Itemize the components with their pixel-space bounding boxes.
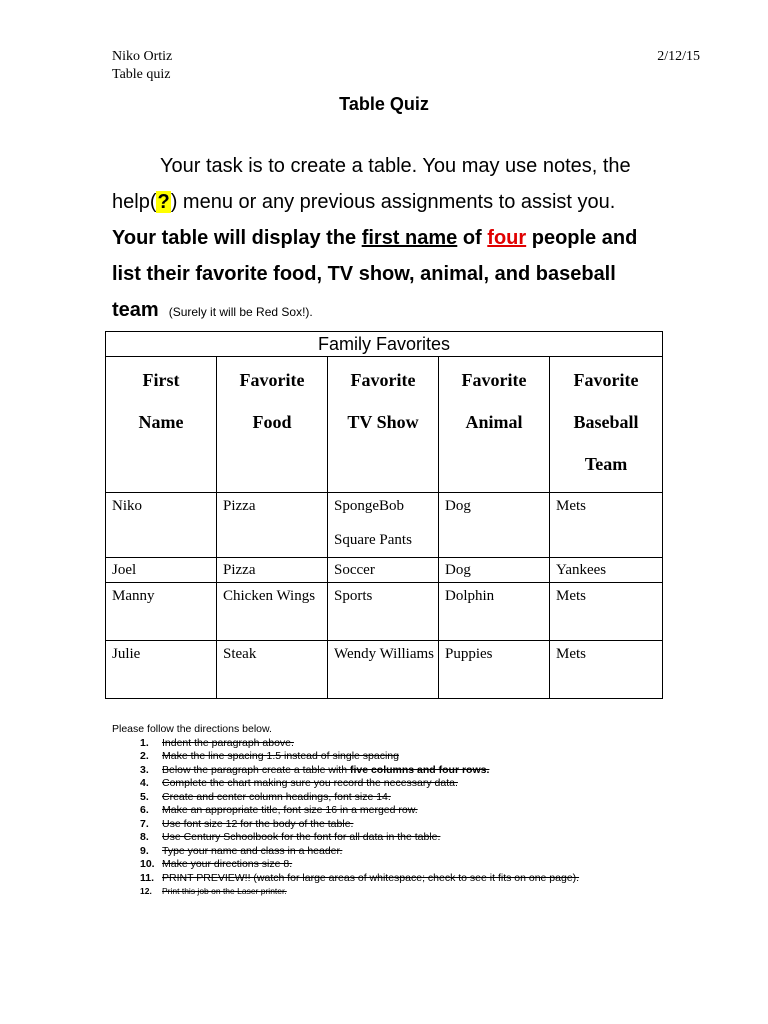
direction-item: 3. Below the paragraph create a table with five columns and four rows. (140, 763, 490, 776)
cell-animal: Puppies (439, 641, 550, 699)
cell-animal: Dog (439, 493, 550, 558)
header-date: 2/12/15 (657, 49, 700, 64)
direction-item: 4. Complete the chart making sure you record the necessary data. (140, 777, 458, 789)
direction-item: 9. Type your name and class in a header. (140, 844, 343, 857)
para-text-1: Your task is to create a table. You may use notes, the help( (112, 155, 631, 213)
cell-animal: Dolphin (439, 583, 550, 641)
help-question-mark: ? (157, 191, 170, 213)
table-row (106, 493, 663, 558)
col-header-first-name: First Name (106, 357, 217, 493)
cell-first-name: Joel (106, 558, 217, 583)
para-of: of (457, 227, 488, 249)
cell-tv-show: Soccer (328, 558, 439, 583)
direction-item: 2. Make the line spacing 1.5 instead of single spacing (140, 750, 399, 762)
table-header-row (106, 357, 663, 493)
header-class: Table quiz (112, 67, 171, 82)
para-four: four (487, 227, 527, 249)
table-caption: Family Favorites (106, 332, 663, 357)
cell-team: Mets (550, 583, 663, 641)
col-header-food: Favorite Food (217, 357, 328, 493)
direction-item: 10. Make your directions size 8. (140, 858, 293, 870)
para-bold-2: people and list their favorite food, TV show, animal, and baseball team (112, 227, 638, 321)
cell-food: Pizza (217, 493, 328, 558)
direction-item: 8. Use Century Schoolbook for the font for all data in the table. (140, 831, 441, 843)
cell-first-name: Julie (106, 641, 217, 699)
col-header-baseball-team: Favorite Baseball Team (550, 357, 663, 493)
para-note: (Surely it will be Red Sox!). (168, 305, 313, 319)
family-favorites-table (105, 331, 663, 699)
cell-animal: Dog (439, 558, 550, 583)
col-header-animal: Favorite Animal (439, 357, 550, 493)
direction-item: 1. Indent the paragraph above. (140, 736, 294, 749)
para-first-name: first name (361, 227, 458, 249)
cell-food: Pizza (217, 558, 328, 583)
directions-list (112, 737, 672, 899)
cell-tv-show: SpongeBob Square Pants (328, 493, 439, 558)
para-text-2: ) menu or any previous assignments to assist you. (170, 191, 616, 213)
cell-food: Chicken Wings (217, 583, 328, 641)
page-title: Table Quiz (339, 94, 429, 114)
cell-team: Mets (550, 641, 663, 699)
cell-first-name: Manny (106, 583, 217, 641)
direction-item: 12. Print this job on the Laser printer. (140, 886, 287, 896)
directions-section (112, 723, 672, 899)
direction-item: 7. Use font size 12 for the body of the table. (140, 817, 354, 830)
table-row (106, 583, 663, 641)
cell-team: Mets (550, 493, 663, 558)
cell-team: Yankees (550, 558, 663, 583)
cell-tv-show: Wendy Williams (328, 641, 439, 699)
cell-tv-show: Sports (328, 583, 439, 641)
directions-intro: Please follow the directions below. (112, 723, 272, 735)
direction-item: 5. Create and center column headings, font size 14. (140, 790, 391, 803)
instructions-paragraph (112, 148, 652, 330)
cell-food: Steak (217, 641, 328, 699)
header-name: Niko Ortiz (112, 49, 173, 64)
table-row (106, 641, 663, 699)
para-bold-1: Your table will display the (112, 227, 362, 249)
col-header-tv-show: Favorite TV Show (328, 357, 439, 493)
direction-item: 11. PRINT PREVIEW!! (watch for large areas of whitespace; check to see it fits on one page). (140, 871, 580, 884)
cell-first-name: Niko (106, 493, 217, 558)
direction-item: 6. Make an appropriate title, font size 16 in a merged row. (140, 804, 418, 816)
